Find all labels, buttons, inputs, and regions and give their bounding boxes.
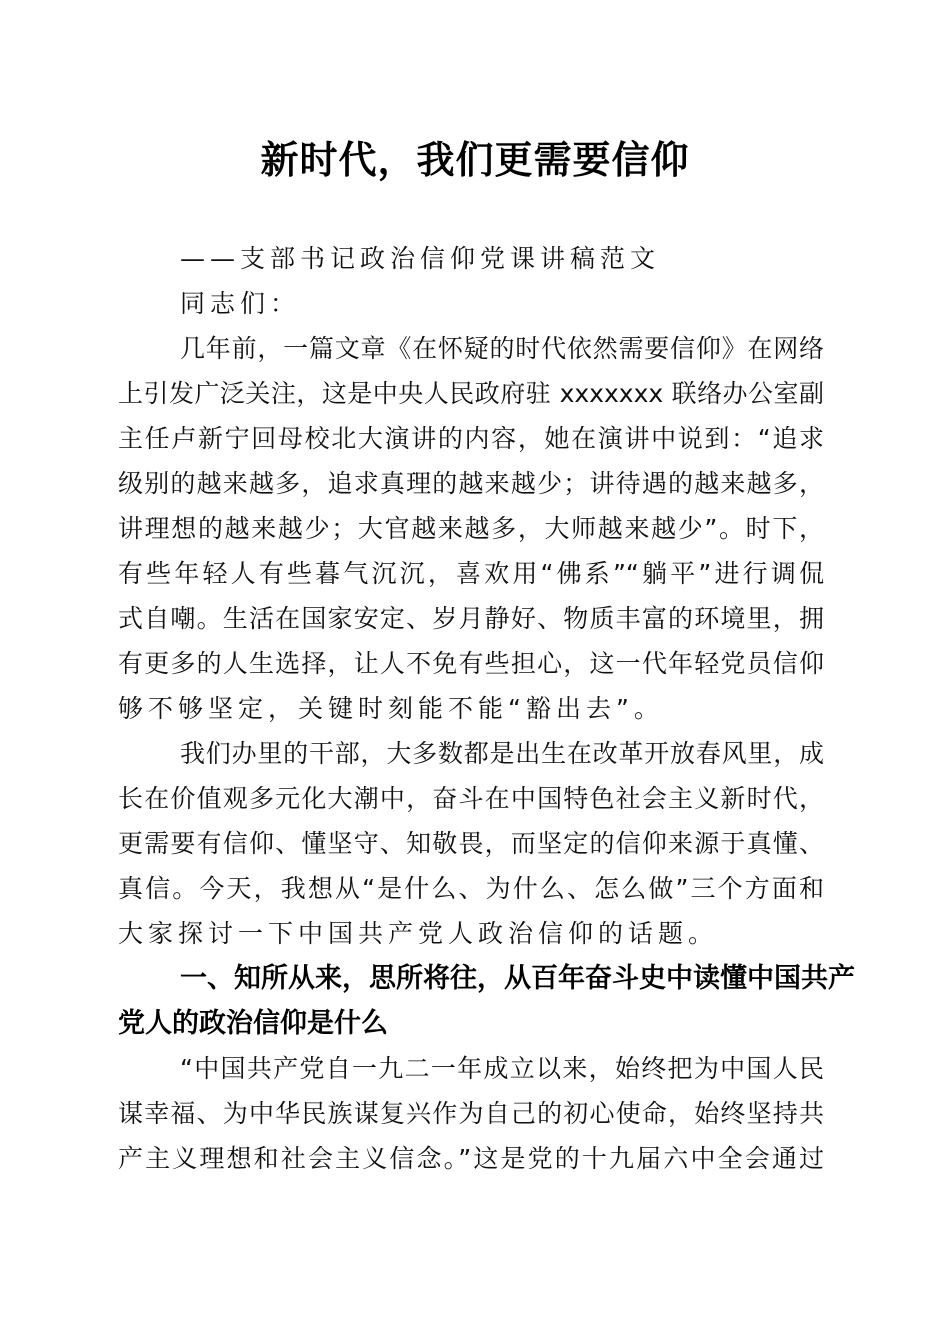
paragraph-line: 我们办里的干部，大多数都是出生在改革开放春风里，成: [180, 739, 824, 768]
paragraph-line: 有更多的人生选择，让人不免有些担心，这一代年轻党员信仰: [118, 649, 824, 678]
paragraph-line: 产主义理想和社会主义信念。”这是党的十九届六中全会通过: [118, 1144, 824, 1173]
paragraph-line: 上引发广泛关注，这是中央人民政府驻 xxxxxxx 联络办公室副: [118, 379, 824, 408]
salutation: 同志们：: [180, 289, 301, 318]
paragraph-line: 级别的越来越多，追求真理的越来越少；讲待遇的越来越多，: [118, 469, 824, 498]
paragraph-line: 谋幸福、为中华民族谋复兴作为自己的初心使命，始终坚持共: [118, 1099, 824, 1128]
heading-line: 一、知所从来，思所将往，从百年奋斗史中读懂中国共产: [180, 963, 855, 994]
paragraph-line: 讲理想的越来越少；大官越来越多，大师越来越少”。时下，: [118, 514, 824, 543]
paragraph-line: 主任卢新宁回母校北大演讲的内容，她在演讲中说到：“追求: [118, 424, 824, 453]
paragraph-line: 几年前，一篇文章《在怀疑的时代依然需要信仰》在网络: [180, 334, 824, 363]
paragraph-line: 真信。今天，我想从“是什么、为什么、怎么做”三个方面和: [118, 874, 824, 903]
paragraph-line: 长在价值观多元化大潮中，奋斗在中国特色社会主义新时代，: [118, 784, 824, 813]
paragraph-line: “中国共产党自一九二一年成立以来，始终把为中国人民: [180, 1054, 824, 1083]
paragraph-line: 大家探讨一下中国共产党人政治信仰的话题。: [118, 919, 719, 948]
paragraph-line: 式自嘲。生活在国家安定、岁月静好、物质丰富的环境里，拥: [118, 604, 824, 633]
document-title: 新时代，我们更需要信仰: [260, 137, 690, 182]
paragraph-line: 有些年轻人有些暮气沉沉，喜欢用“佛系”“躺平”进行调侃: [118, 559, 824, 588]
document-subtitle: ——支部书记政治信仰党课讲稿范文: [180, 244, 661, 273]
heading-line: 党人的政治信仰是什么: [118, 1008, 388, 1039]
paragraph-line: 够不够坚定，关键时刻能不能“豁出去”。: [118, 694, 664, 723]
paragraph-line: 更需要有信仰、懂坚守、知敬畏，而坚定的信仰来源于真懂、: [118, 829, 824, 858]
